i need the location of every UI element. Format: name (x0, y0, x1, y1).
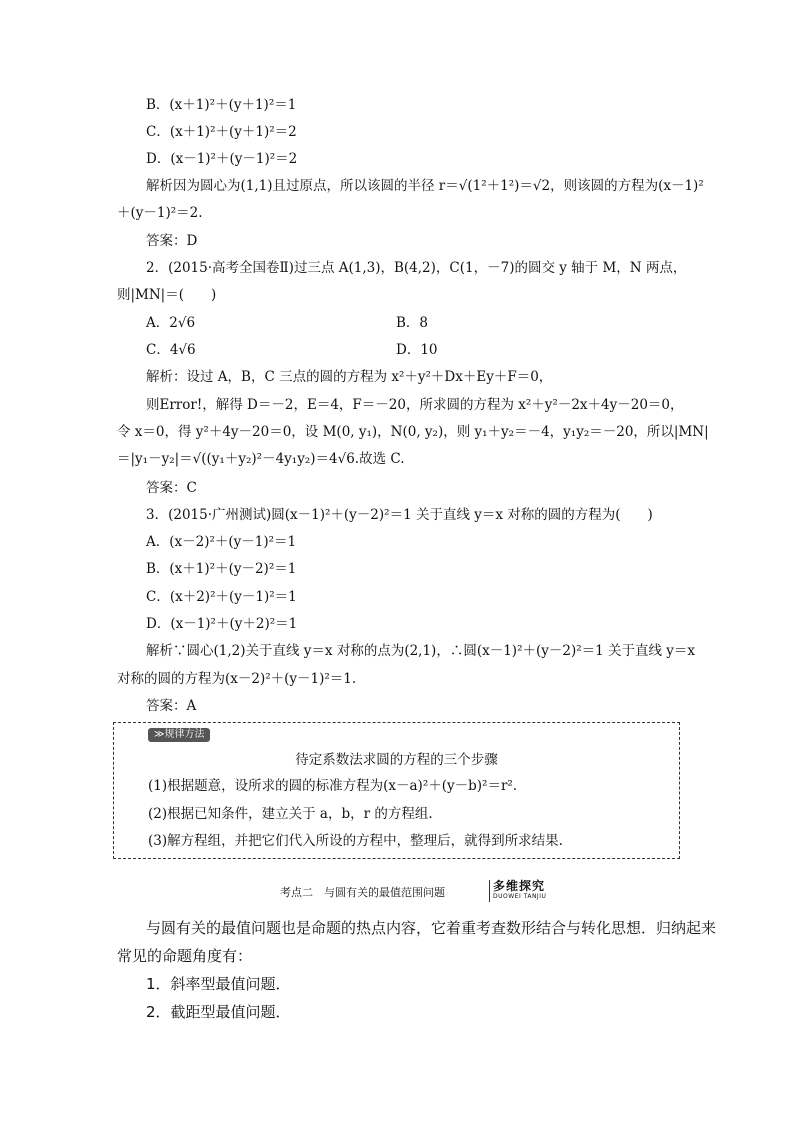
method-step-2: (2)根据已知条件，建立关于 a，b，r 的方程组. (148, 806, 433, 822)
q3-option-b: B．(x＋1)²＋(y－2)²＝1 (146, 561, 297, 577)
method-step-3: (3)解方程组，并把它们代入所设的方程中，整理后，就得到所求结果. (148, 833, 563, 849)
q3-option-a: A．(x－2)²＋(y－1)²＝1 (146, 534, 297, 550)
section-intro-line2: 常见的命题角度有： (117, 947, 253, 965)
q1-option-c: C．(x＋1)²＋(y＋1)²＝2 (146, 124, 297, 140)
q2-stem-line2: 则|MN|＝( ) (117, 287, 217, 303)
q1-analysis-line2: ＋(y－1)²＝2. (117, 205, 203, 221)
q1-option-d: D．(x－1)²＋(y－1)²＝2 (146, 151, 298, 167)
q2-option-c: C．4√6 (146, 342, 196, 358)
q3-analysis-line1: 解析∵圆心(1,2)关于直线 y＝x 对称的点为(2,1)，∴圆(x－1)²＋(y－2)²＝1 关于直线 y＝x (146, 643, 696, 659)
section-heading: 考点二 与圆有关的最值范围问题 (280, 886, 445, 899)
q3-stem: 3．(2015·广州测试)圆(x－1)²＋(y－2)²＝1 关于直线 y＝x 对称的圆的方程为( ) (146, 507, 653, 523)
method-tag: ≫规律方法 (148, 728, 210, 742)
q2-analysis-line3: 令 x＝0，得 y²＋4y－20＝0，设 M(0, y₁)，N(0, y₂)，则 y₁＋y₂＝－4，y₁y₂＝－20，所以|MN| (117, 424, 709, 440)
q2-stem-line1: 2．(2015·高考全国卷Ⅱ)过三点 A(1,3)，B(4,2)，C(1，－7)的圆交 y 轴于 M，N 两点， (146, 260, 687, 276)
q1-answer: 答案：D (146, 233, 198, 249)
section-intro-line1: 与圆有关的最值问题也是命题的热点内容，它着重考查数形结合与转化思想．归纳起来 (146, 919, 717, 937)
q3-option-c: C．(x＋2)²＋(y－1)²＝1 (146, 589, 297, 605)
section-badge-en: DUOWEI TANJIU (493, 893, 547, 900)
q1-analysis-line1: 解析因为圆心为(1,1)且过原点，所以该圆的半径 r＝√(1²＋1²)＝√2，则该圆的方程为(x－1)² (146, 178, 704, 194)
q2-option-a: A．2√6 (146, 315, 196, 331)
q2-analysis-line4: ＝|y₁－y₂|＝√((y₁＋y₂)²－4y₁y₂)＝4√6.故选 C. (117, 451, 405, 467)
section-item-2: 2．截距型最值问题． (146, 1003, 291, 1021)
q2-answer: 答案：C (146, 480, 197, 496)
q2-analysis-line2: 则Error!，解得 D＝－2，E＝4，F＝－20，所求圆的方程为 x²＋y²－2x＋4y－20＝0， (146, 397, 684, 413)
section-item-1: 1．斜率型最值问题． (146, 975, 291, 993)
method-step-1: (1)根据题意，设所求的圆的标准方程为(x－a)²＋(y－b)²＝r². (148, 778, 518, 794)
q2-option-d: D．10 (396, 342, 438, 358)
q3-analysis-line2: 对称的圆的方程为(x－2)²＋(y－1)²＝1. (117, 671, 357, 687)
q2-analysis-line1: 解析：设过 A，B，C 三点的圆的方程为 x²＋y²＋Dx＋Ey＋F＝0， (146, 369, 553, 385)
q3-answer: 答案：A (146, 698, 197, 714)
q1-option-b: B．(x＋1)²＋(y＋1)²＝1 (146, 97, 297, 113)
method-title: 待定系数法求圆的方程的三个步骤 (295, 752, 498, 768)
section-badge-cn: 多维探究 (493, 879, 546, 893)
q3-option-d: D．(x－1)²＋(y＋2)²＝1 (146, 616, 298, 632)
q2-option-b: B．8 (396, 315, 429, 331)
section-badge (489, 880, 553, 902)
